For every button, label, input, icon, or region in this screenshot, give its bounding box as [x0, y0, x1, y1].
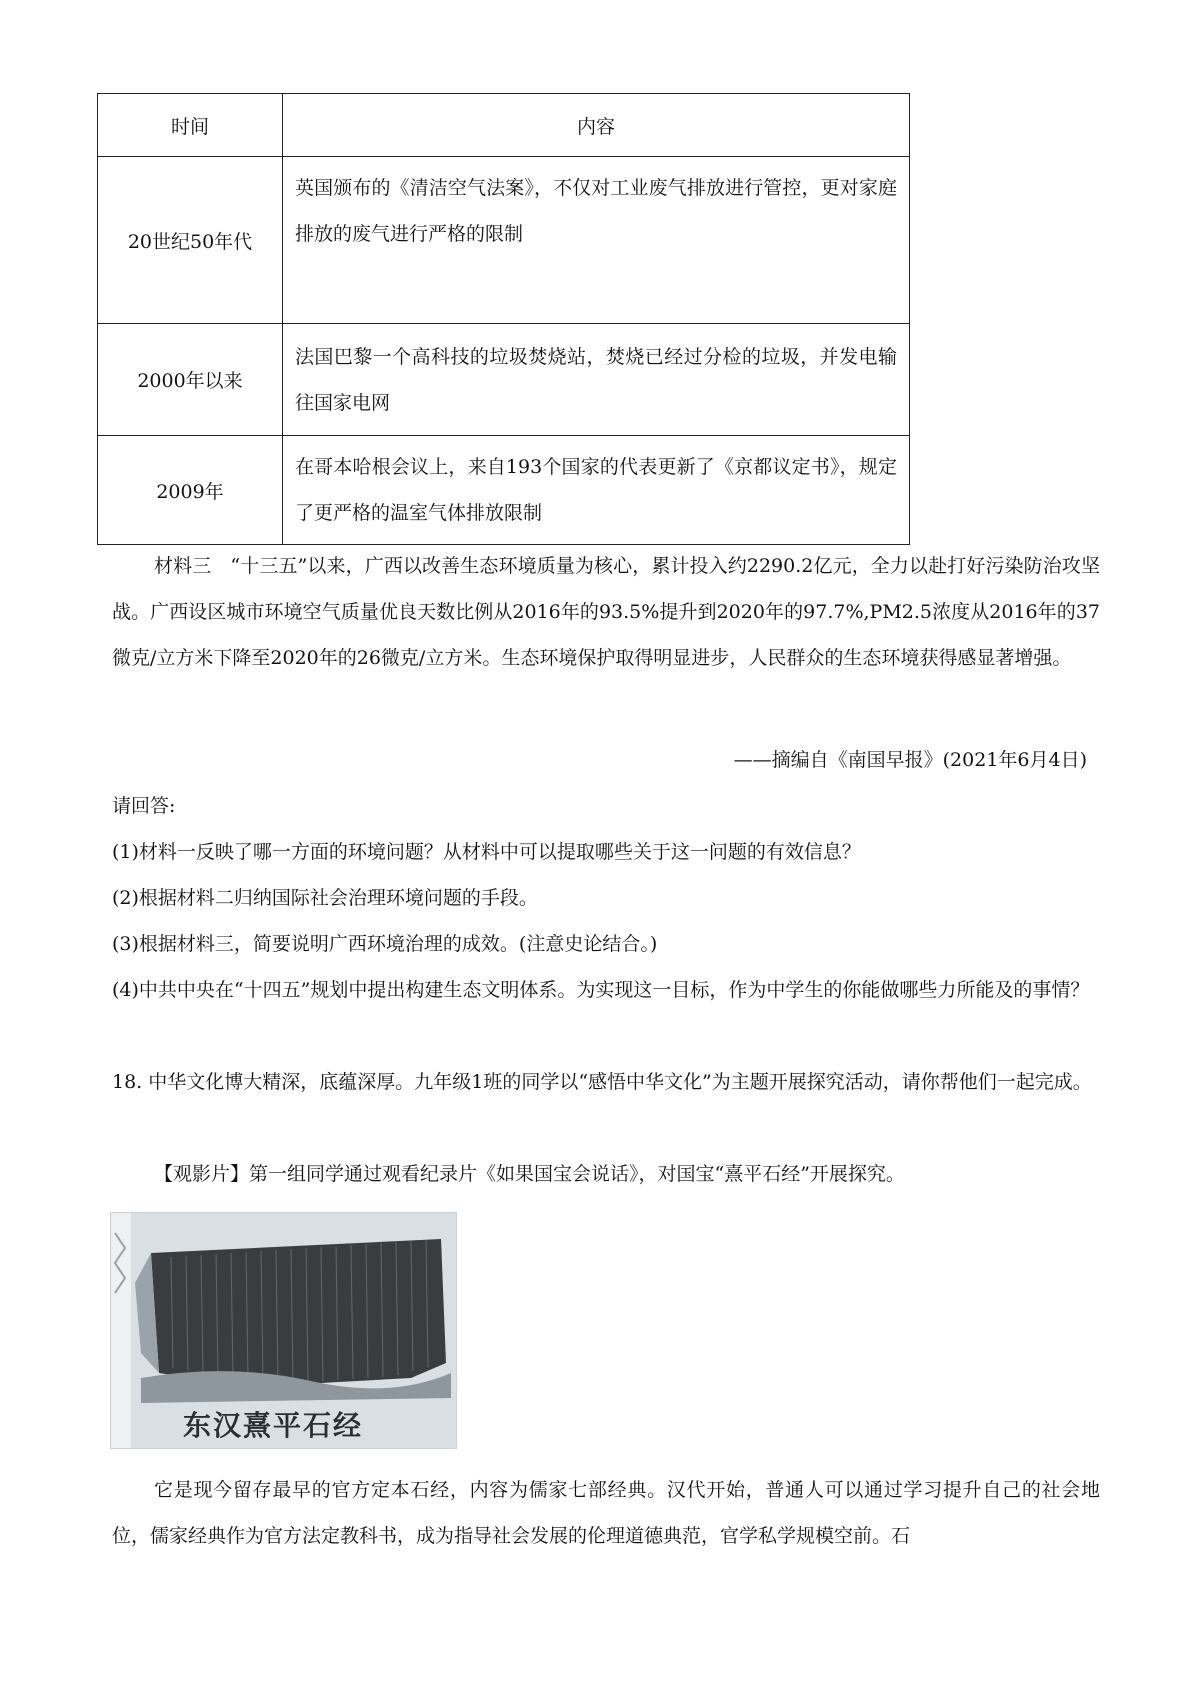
table-row — [98, 324, 910, 436]
table-row — [98, 436, 910, 545]
row-content: 在哥本哈根会议上，来自193个国家的代表更新了《京都议定书》，规定了更严格的温室气体排放限制 — [283, 436, 910, 545]
question-3: (3)根据材料三，简要说明广西环境治理的成效。(注意史论结合。) — [112, 933, 658, 955]
table-header-row — [98, 94, 910, 157]
xiping-stone-classic-photo — [110, 1212, 457, 1449]
material-three-source: ——摘编自《南国早报》(2021年6月4日) — [733, 749, 1087, 771]
row-content: 英国颁布的《清洁空气法案》，不仅对工业废气排放进行管控，更对家庭排放的废气进行严格的限制 — [283, 157, 910, 324]
stone-tablet-image — [111, 1213, 456, 1448]
table-row — [98, 157, 910, 324]
header-time: 时间 — [98, 94, 283, 157]
row-content: 法国巴黎一个高科技的垃圾焚烧站，焚烧已经过分检的垃圾，并发电输往国家电网 — [283, 324, 910, 436]
stone-classic-paragraph: 它是现今留存最早的官方定本石经，内容为儒家七部经典。汉代开始，普通人可以通过学习提升自己的社会地位，儒家经典作为官方法定教科书，成为指导社会发展的伦理道德典范，官学私学规模空前。石 — [112, 1479, 1100, 1547]
environment-measures-table — [97, 93, 910, 545]
question-18-intro: 18. 中华文化博大精深，底蕴深厚。九年级1班的同学以“感悟中华文化”为主题开展探究活动，请你帮他们一起完成。 — [112, 1071, 1092, 1093]
row-time: 2000年以来 — [98, 324, 283, 436]
questions-prompt: 请回答: — [112, 795, 176, 817]
question-1: (1)材料一反映了哪一方面的环境问题？从材料中可以提取哪些关于这一问题的有效信息？ — [112, 841, 861, 863]
row-time: 2009年 — [98, 436, 283, 545]
question-4: (4)中共中央在“十四五”规划中提出构建生态文明体系。为实现这一目标，作为中学生的你能做哪些力所能及的事情？ — [112, 979, 1090, 1001]
row-time: 20世纪50年代 — [98, 157, 283, 324]
material-three-paragraph: 材料三 “十三五”以来，广西以改善生态环境质量为核心，累计投入约2290.2亿元，全力以赴打好污染防治攻坚战。广西设区城市环境空气质量优良天数比例从2016年的93.5%提升到2020年的97.7%,PM2.5浓度从2016年的37微克/立方米下降至2020年的26微克/立方米。生态环境保护取得明显进步，人民群众的生态环境获得感显著增强。 — [112, 555, 1100, 669]
film-activity-text: 【观影片】第一组同学通过观看纪录片《如果国宝会说话》，对国宝“熹平石经”开展探究。 — [154, 1163, 905, 1185]
image-caption: 东汉熹平石经 — [183, 1409, 364, 1442]
header-content: 内容 — [283, 94, 910, 157]
question-2: (2)根据材料二归纳国际社会治理环境问题的手段。 — [112, 887, 538, 909]
